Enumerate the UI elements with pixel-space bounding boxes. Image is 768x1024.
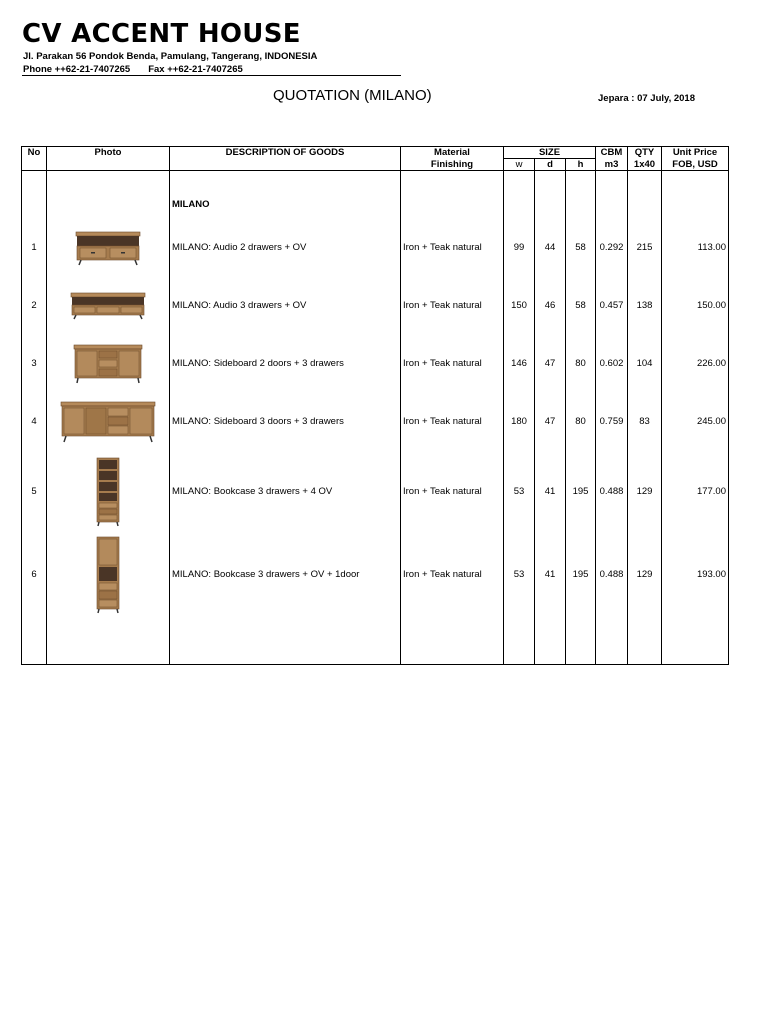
col-header-finishing: Finishing bbox=[401, 159, 504, 171]
row-w: 180 bbox=[504, 393, 535, 451]
product-photo bbox=[47, 219, 170, 277]
row-d: 44 bbox=[535, 219, 566, 277]
row-d: 47 bbox=[535, 335, 566, 393]
row-material: Iron + Teak natural bbox=[401, 277, 504, 335]
row-price: 113.00 bbox=[662, 219, 729, 277]
row-qty: 215 bbox=[628, 219, 662, 277]
quotation-title: QUOTATION (MILANO) bbox=[273, 87, 432, 104]
col-header-price-unit: FOB, USD bbox=[662, 159, 729, 171]
row-qty: 138 bbox=[628, 277, 662, 335]
row-cbm: 0.602 bbox=[596, 335, 628, 393]
product-photo bbox=[47, 277, 170, 335]
row-cbm: 0.488 bbox=[596, 533, 628, 617]
row-d: 47 bbox=[535, 393, 566, 451]
row-description: MILANO: Audio 2 drawers + OV bbox=[170, 219, 401, 277]
row-w: 53 bbox=[504, 533, 535, 617]
product-photo bbox=[47, 533, 170, 617]
row-price: 150.00 bbox=[662, 277, 729, 335]
col-header-no-sub bbox=[22, 159, 47, 171]
col-header-description: DESCRIPTION OF GOODS bbox=[170, 147, 401, 159]
col-header-cbm: CBM bbox=[596, 147, 628, 159]
row-no: 6 bbox=[22, 533, 47, 617]
col-header-d: d bbox=[535, 159, 566, 171]
row-h: 195 bbox=[566, 451, 596, 533]
row-no: 5 bbox=[22, 451, 47, 533]
row-w: 53 bbox=[504, 451, 535, 533]
row-description: MILANO: Audio 3 drawers + OV bbox=[170, 277, 401, 335]
row-d: 41 bbox=[535, 451, 566, 533]
col-header-size: SIZE bbox=[504, 147, 596, 159]
row-w: 150 bbox=[504, 277, 535, 335]
table-row bbox=[22, 533, 729, 617]
row-material: Iron + Teak natural bbox=[401, 393, 504, 451]
row-material: Iron + Teak natural bbox=[401, 335, 504, 393]
row-d: 41 bbox=[535, 533, 566, 617]
row-cbm: 0.488 bbox=[596, 451, 628, 533]
row-no: 4 bbox=[22, 393, 47, 451]
col-header-material: Material bbox=[401, 147, 504, 159]
row-h: 58 bbox=[566, 277, 596, 335]
row-description: MILANO: Sideboard 3 doors + 3 drawers bbox=[170, 393, 401, 451]
row-qty: 129 bbox=[628, 533, 662, 617]
row-qty: 104 bbox=[628, 335, 662, 393]
row-w: 99 bbox=[504, 219, 535, 277]
section-row bbox=[22, 171, 729, 219]
row-description: MILANO: Sideboard 2 doors + 3 drawers bbox=[170, 335, 401, 393]
col-header-photo: Photo bbox=[47, 147, 170, 159]
col-header-description-sub bbox=[170, 159, 401, 171]
row-price: 177.00 bbox=[662, 451, 729, 533]
table-row bbox=[22, 219, 729, 277]
col-header-photo-sub bbox=[47, 159, 170, 171]
bookcase-1-door-icon bbox=[96, 536, 120, 614]
product-photo bbox=[47, 335, 170, 393]
row-cbm: 0.759 bbox=[596, 393, 628, 451]
table-row-spacer bbox=[22, 617, 729, 665]
col-header-no: No bbox=[22, 147, 47, 159]
row-h: 80 bbox=[566, 393, 596, 451]
row-description: MILANO: Bookcase 3 drawers + OV + 1door bbox=[170, 533, 401, 617]
row-qty: 83 bbox=[628, 393, 662, 451]
col-header-w: w bbox=[504, 159, 535, 171]
row-no: 1 bbox=[22, 219, 47, 277]
row-no: 3 bbox=[22, 335, 47, 393]
fax-number: Fax ++62-21-7407265 bbox=[148, 64, 243, 75]
section-label: MILANO bbox=[170, 171, 401, 219]
col-header-qty-unit: 1x40 bbox=[628, 159, 662, 171]
row-material: Iron + Teak natural bbox=[401, 219, 504, 277]
sideboard-3-doors-icon bbox=[60, 401, 156, 443]
row-description: MILANO: Bookcase 3 drawers + 4 OV bbox=[170, 451, 401, 533]
row-no: 2 bbox=[22, 277, 47, 335]
row-price: 193.00 bbox=[662, 533, 729, 617]
row-d: 46 bbox=[535, 277, 566, 335]
product-photo bbox=[47, 451, 170, 533]
row-h: 58 bbox=[566, 219, 596, 277]
row-material: Iron + Teak natural bbox=[401, 451, 504, 533]
row-cbm: 0.292 bbox=[596, 219, 628, 277]
quotation-date: Jepara : 07 July, 2018 bbox=[598, 93, 695, 104]
row-qty: 129 bbox=[628, 451, 662, 533]
bookcase-4-ov-icon bbox=[96, 457, 120, 527]
product-photo bbox=[47, 393, 170, 451]
row-material: Iron + Teak natural bbox=[401, 533, 504, 617]
table-row bbox=[22, 393, 729, 451]
row-cbm: 0.457 bbox=[596, 277, 628, 335]
row-price: 245.00 bbox=[662, 393, 729, 451]
audio-cabinet-3-drawers-icon bbox=[70, 292, 146, 320]
company-contacts bbox=[23, 64, 243, 75]
row-h: 80 bbox=[566, 335, 596, 393]
col-header-h: h bbox=[566, 159, 596, 171]
company-name: CV ACCENT HOUSE bbox=[22, 19, 301, 49]
row-price: 226.00 bbox=[662, 335, 729, 393]
row-h: 195 bbox=[566, 533, 596, 617]
sideboard-2-doors-icon bbox=[73, 344, 143, 384]
table-row bbox=[22, 335, 729, 393]
header-divider bbox=[22, 75, 401, 76]
quotation-table bbox=[21, 146, 729, 665]
table-row bbox=[22, 277, 729, 335]
audio-cabinet-2-drawers-icon bbox=[75, 230, 141, 266]
row-w: 146 bbox=[504, 335, 535, 393]
phone-number: Phone ++62-21-7407265 bbox=[23, 64, 131, 75]
col-header-qty: QTY bbox=[628, 147, 662, 159]
col-header-price: Unit Price bbox=[662, 147, 729, 159]
col-header-cbm-unit: m3 bbox=[596, 159, 628, 171]
table-row bbox=[22, 451, 729, 533]
company-address: Jl. Parakan 56 Pondok Benda, Pamulang, Tangerang, INDONESIA bbox=[23, 51, 318, 62]
